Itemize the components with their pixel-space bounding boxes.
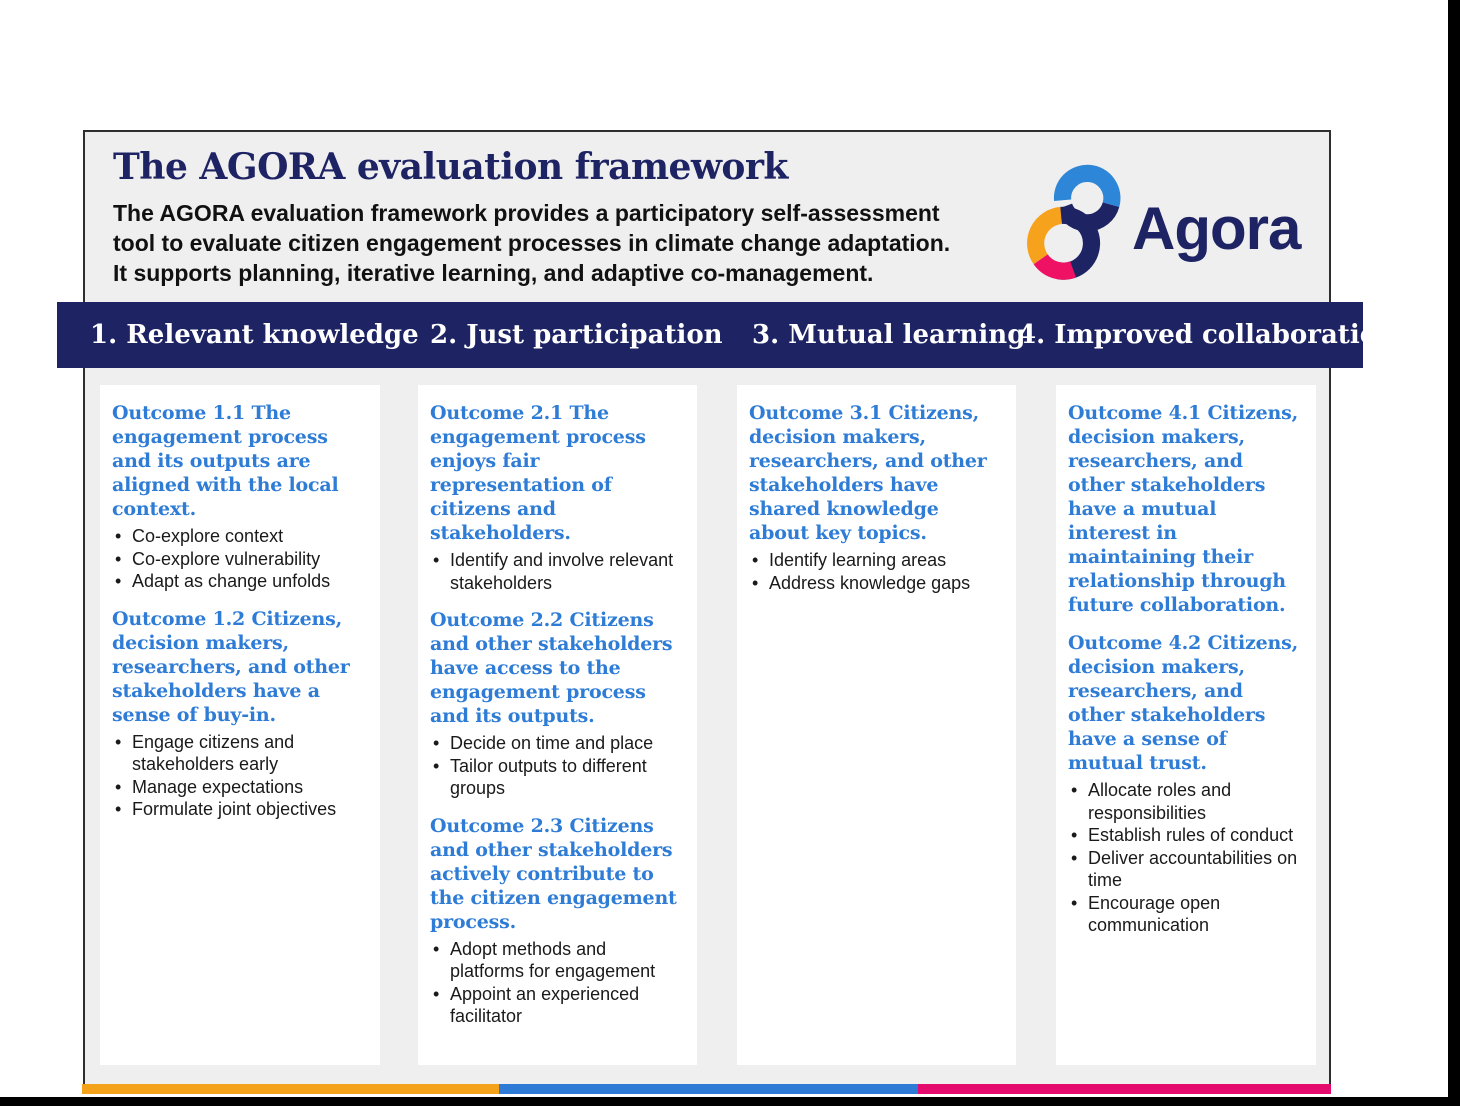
bullet-item: • Encourage open communication: [1068, 892, 1304, 937]
pillar-header-bar: [57, 302, 1396, 368]
bullet-item: • Co-explore vulnerability: [112, 548, 368, 571]
outcome-heading: Outcome 2.1 The engagement process enjoys fair representation of citizens and stakeholders.: [430, 402, 646, 544]
bullet-item: • Allocate roles and responsibilities: [1068, 779, 1304, 824]
outcome-card-improved-collaboration: [1056, 385, 1316, 1065]
outcome-block: [430, 401, 685, 594]
right-edge-strip: [1448, 0, 1460, 1106]
outcome-bullet-list: [430, 549, 685, 594]
bullet-item: • Tailor outputs to different groups: [430, 755, 685, 800]
bullet-item: • Formulate joint objectives: [112, 798, 368, 821]
footer-segment-pink: [918, 1084, 1331, 1094]
bullet-item: • Engage citizens and stakeholders early: [112, 731, 368, 776]
outcome-heading: Outcome 3.1 Citizens, decision makers, researchers, and other stakeholders have shared knowledge about key topics.: [749, 402, 987, 544]
outcome-heading: Outcome 4.2 Citizens, decision makers, researchers, and other stakeholders have a sense of mutual trust.: [1068, 632, 1298, 774]
footer-color-bar: [82, 1084, 1331, 1094]
outcome-heading: Outcome 1.2 Citizens, decision makers, researchers, and other stakeholders have a sense of buy-in.: [112, 607, 350, 726]
bullet-item: • Identify and involve relevant stakeholders: [430, 549, 685, 594]
bullet-item: • Address knowledge gaps: [749, 572, 1004, 595]
outcome-bullet-list: [430, 938, 685, 1028]
outcome-heading: Outcome 2.2 Citizens and other stakeholders have access to the engagement process and its outputs.: [430, 609, 673, 727]
bullet-item: • Establish rules of conduct: [1068, 824, 1304, 847]
outcome-heading: Outcome 2.3 Citizens and other stakeholders actively contribute to the citizen engagement process.: [430, 814, 677, 933]
bullet-item: • Identify learning areas: [749, 549, 1004, 572]
outcome-block: [749, 401, 1004, 594]
bottom-edge-strip: [0, 1097, 1460, 1106]
outcome-bullet-list: [112, 525, 368, 593]
footer-segment-blue: [499, 1084, 918, 1094]
pillar-header-improved-collaboration: 4. Improved collaboration: [1018, 320, 1396, 350]
outcome-card-relevant-knowledge: [100, 385, 380, 1065]
bullet-item: • Manage expectations: [112, 776, 368, 799]
bullet-item: • Deliver accountabilities on time: [1068, 847, 1304, 892]
outcome-card-just-participation: [418, 385, 697, 1065]
outcome-block: [430, 608, 685, 800]
panel-heading: [113, 146, 1013, 288]
pillar-header-just-participation: 2. Just participation: [430, 320, 723, 350]
outcome-bullet-list: [749, 549, 1004, 594]
bullet-item: • Adopt methods and platforms for engagement: [430, 938, 685, 983]
page-title: The AGORA evaluation framework: [113, 146, 788, 188]
outcome-block: [1068, 401, 1304, 617]
subtitle-line: It supports planning, iterative learning, and adaptive co-management.: [113, 260, 874, 286]
outcome-block: [430, 814, 685, 1028]
subtitle-line: The AGORA evaluation framework provides a participatory self-assessment: [113, 200, 940, 226]
page-subtitle: [113, 198, 1013, 288]
bullet-item: • Decide on time and place: [430, 732, 685, 755]
agora-logo-wordmark: Agora: [1132, 194, 1301, 262]
outcome-bullet-list: [112, 731, 368, 821]
footer-segment-orange: [82, 1084, 499, 1094]
bullet-item: • Adapt as change unfolds: [112, 570, 368, 593]
outcome-block: [1068, 631, 1304, 937]
outcome-block: [112, 607, 368, 821]
outcome-block: [112, 401, 368, 593]
outcome-bullet-list: [430, 732, 685, 800]
agora-logo-mark-icon: [1012, 162, 1128, 288]
bullet-item: • Co-explore context: [112, 525, 368, 548]
pillar-header-relevant-knowledge: 1. Relevant knowledge: [90, 320, 419, 350]
outcome-heading: Outcome 4.1 Citizens, decision makers, researchers, and other stakeholders have a mutual interest in maintaining their relationship through future collaboration.: [1068, 402, 1298, 616]
bullet-item: • Appoint an experienced facilitator: [430, 983, 685, 1028]
subtitle-line: tool to evaluate citizen engagement processes in climate change adaptation.: [113, 230, 951, 256]
outcome-heading: Outcome 1.1 The engagement process and its outputs are aligned with the local context.: [112, 402, 339, 520]
outcome-card-mutual-learning: [737, 385, 1016, 1065]
agora-logo: [1012, 162, 1300, 288]
outcome-bullet-list: [1068, 779, 1304, 937]
pillar-header-mutual-learning: 3. Mutual learning: [752, 320, 1026, 350]
